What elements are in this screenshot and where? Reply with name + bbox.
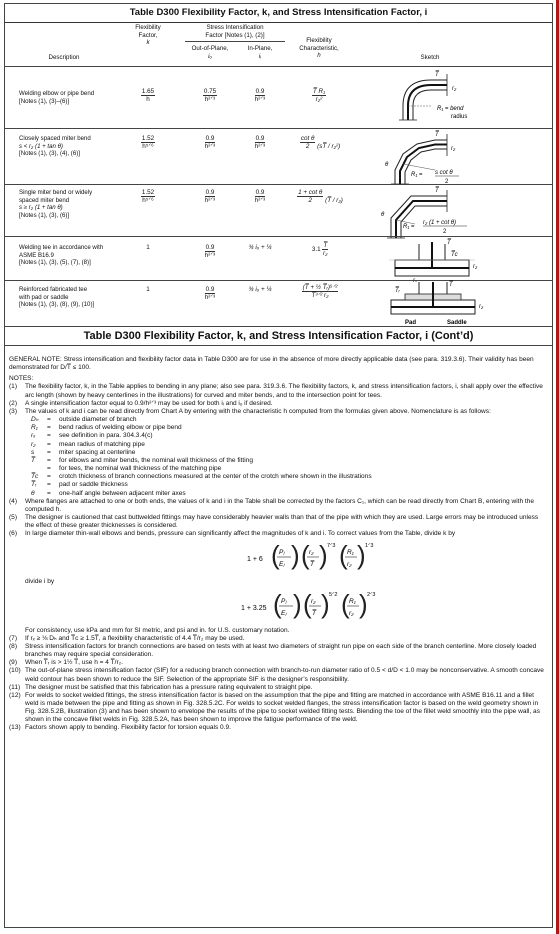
formula-sym: r₂ — [347, 561, 352, 569]
desc-line: Closely spaced miter bend — [19, 135, 91, 142]
welding-tee-sketch — [355, 238, 545, 282]
ii-value — [243, 88, 277, 103]
formula-exp: 2ᐟ3 — [367, 591, 376, 598]
general-note: GENERAL NOTE: Stress intensification and flexibility factor data in Table D300 are for use in the absence of more directly applicable data (see para. 319.3.6). Their validity has been demonstrated for D/T̅ ≤ 100. — [9, 356, 534, 372]
sketch-label: r₂ — [451, 146, 456, 152]
header-bottom-rule — [5, 66, 552, 67]
nomenclature-item: T̅ᵣ = pad or saddle thickness — [31, 481, 128, 489]
h-coef: 3.1 — [311, 246, 321, 254]
sketch-label: radius — [451, 114, 468, 120]
note-number: (3) — [9, 407, 18, 415]
note-number: (5) — [9, 513, 18, 521]
note-item — [9, 635, 549, 643]
nom-symbol: T̅ᵣ — [31, 481, 37, 489]
num: 1.52 — [141, 189, 155, 196]
den: h²ᐟ³ — [254, 197, 266, 204]
nomenclature-item: θ = one-half angle between adjacent miter axes — [31, 489, 186, 497]
formula-sym: R₁ — [349, 597, 356, 605]
den: T̅³ᐟ² r₂ — [311, 292, 329, 299]
h-value — [287, 284, 353, 299]
formula-sym: T̅ — [312, 609, 316, 617]
formula-k — [9, 538, 549, 578]
formula-exp: 1ᐟ3 — [365, 543, 374, 550]
num: 1.65 — [141, 88, 155, 95]
sketch-label: 2 — [443, 229, 447, 235]
header-text: Out-of-Plane, — [191, 45, 229, 52]
header-text: Flexibility — [306, 37, 332, 44]
header-flex-char — [287, 37, 351, 83]
note-text: For welds to socket welded fittings, the stress intensification factor is based on the assumption that the pipe and fitting are matched in accordance with ASME B16.11 and a fillet weld is made between the pipe and fitting as shown in Fig. 328.5.2C. For welds to socket welded flanges, the stress intensification factor is based on the weld geometry shown in Fig. 328.5.2B, illustration (3) and has been shown to envelope the results of the pipe to socket welded fitting tests. Blending the toe of the fillet weld smoothly into the pipe wall, as shown in the concave fillet welds in Fig. 328.5.2A, has been shown to improve the fatigue performance of the weld. — [25, 691, 540, 724]
den: r₂ — [323, 250, 328, 257]
formula-sym: r₂ — [349, 609, 354, 617]
nom-definition: pad or saddle thickness — [59, 481, 128, 489]
desc-line: spaced miter bend — [19, 196, 70, 204]
sketch-label: T̅ — [435, 72, 439, 78]
den: 2 — [308, 197, 312, 204]
note-item — [9, 408, 549, 416]
sketch-label: R₁ = — [411, 172, 423, 178]
nom-symbol: Dₕ — [31, 416, 39, 424]
den: r₂² — [315, 96, 323, 103]
header-text: Factor, — [138, 31, 158, 39]
desc-line: Single miter bend or widely — [19, 189, 93, 196]
ii-value — [243, 135, 277, 150]
note-item — [9, 530, 549, 538]
io-value — [193, 244, 227, 259]
nom-symbol: rₓ — [31, 432, 36, 440]
table-title-continued: Table D300 Flexibility Factor, k, and Stress Intensification Factor, i (Cont’d) — [83, 330, 474, 342]
formula-sym: Pⱼ — [281, 597, 287, 605]
note-number: (9) — [9, 659, 18, 667]
elbow-sketch — [355, 68, 545, 128]
den: h²ᐟ³ — [204, 96, 216, 103]
row-description — [19, 244, 103, 267]
formula-sym: Pⱼ — [279, 549, 285, 557]
nom-definition: one-half angle between adjacent miter axes — [59, 489, 186, 497]
sketch-label: R₁ = — [403, 224, 415, 230]
nomenclature-item: T̅c = crotch thickness of branch connections measured at the center of the crotch where shown in the illustrations — [31, 473, 372, 481]
h-value — [297, 242, 343, 257]
note-text: When T̅ᵣ is > 1½ T̅, use h = 4 T̅/r₂. — [25, 659, 123, 667]
note-number: (6) — [9, 530, 18, 538]
h-value — [289, 135, 351, 150]
sketch-label: s cot θ — [435, 170, 453, 176]
nom-definition: outside diameter of branch — [59, 416, 137, 424]
sketch-label: T̅ — [435, 132, 439, 138]
desc-line: [Notes (1), (3)–(6)] — [19, 97, 70, 105]
nomenclature-item: R₁ = bend radius of welding elbow or pipe bend — [31, 424, 182, 432]
nom-symbol: r₂ — [31, 440, 36, 448]
sketch-label: 2 — [445, 179, 449, 185]
header-text: iₒ — [208, 52, 212, 60]
formula-lead: 1 + 6 — [247, 556, 263, 564]
row-description — [19, 189, 92, 219]
k-value — [133, 189, 163, 204]
nomenclature-item: rₓ = see definition in para. 304.3.4(c) — [31, 432, 153, 440]
desc-line: Welding tee in accordance with — [19, 244, 104, 251]
formula-exp: 5ᐟ2 — [329, 591, 338, 598]
header-in-plane — [235, 45, 285, 91]
note-text: The values of k and i can be read directly from Chart A by entering with the characteristic h computed from the formulas given above. Nomenclature is as follows: — [25, 407, 491, 415]
nom-symbol: T̅c — [31, 473, 39, 481]
note-number: (1) — [9, 383, 18, 391]
den: h — [146, 96, 150, 103]
desc-line: ASME B16.9 — [19, 251, 54, 259]
num: T̅ — [323, 242, 328, 249]
sketch-label: θ — [381, 212, 385, 218]
note-text: Where flanges are attached to one or both ends, the values of k and i in the Table shall be corrected by the factors C₁, which can be read directly from Chart B, entering with the computed h. — [25, 497, 535, 513]
den: h²ᐟ³ — [254, 96, 266, 103]
num: 0.9 — [205, 135, 215, 142]
desc-line: s ≥ r₂ (1 + tan θ) — [19, 204, 63, 212]
note-item — [9, 667, 549, 683]
units-line: For consistency, use kPa and mm for SI metric, and psi and in. for U.S. customary notation. — [25, 626, 290, 634]
num: 1 — [146, 244, 150, 251]
note-item — [9, 684, 549, 692]
io-value — [193, 88, 227, 103]
note-text: A single intensification factor equal to 0.9/h²ᐟ³ may be used for both iᵢ and iₒ if desired. — [25, 399, 273, 407]
header-flex-factor — [123, 24, 173, 70]
sketch-label: Pad — [405, 320, 417, 326]
note-text: If rₓ ≥ ⅛ Dₕ and T̅c ≥ 1.5T̅, a flexibility characteristic of 4.4 T̅/r₂ may be used. — [25, 634, 245, 642]
table-frame — [4, 3, 553, 928]
sketch-label: r₂ — [479, 304, 484, 310]
num: 0.9 — [205, 189, 215, 196]
formula-sym: T̅ — [310, 561, 314, 569]
sketch-label: T̅c — [451, 252, 458, 258]
note-number: (7) — [9, 634, 18, 642]
note-number: (10) — [9, 667, 21, 675]
h-extra: (sT̅ / r₂²) — [317, 143, 341, 150]
header-text: k — [146, 39, 150, 47]
note-text: The flexibility factor, k, in the Table applies to bending in any plane; also see para. 319.3.6. The flexibility factors, k, and stress intensification factors, i, shall apply over the effective arc length (shown by heavy centerlines in the illustrations) for curved and miter bends, and to the intersection point for tees. — [25, 383, 543, 399]
k-value — [133, 88, 163, 103]
nom-definition: bend radius of welding elbow or pipe bend — [59, 424, 182, 432]
note-number: (12) — [9, 691, 21, 699]
num: 1 — [146, 286, 150, 293]
header-description: Description — [48, 54, 80, 61]
io-value — [193, 135, 227, 150]
desc-line: [Notes (1), (3), (4), (6)] — [19, 150, 80, 158]
nomenclature-item: T̅ = for elbows and miter bends, the nominal wall thickness of the fitting — [31, 456, 253, 464]
num: 0.9 — [255, 88, 265, 95]
formula-sym: Eⱼ — [281, 609, 287, 617]
k-value — [133, 244, 163, 251]
svg-text:(: ( — [303, 588, 312, 619]
divide-i-text: divide i by — [25, 578, 55, 586]
num: 0.9 — [205, 244, 215, 251]
num: 1.52 — [141, 135, 155, 142]
nomenclature-item: s = miter spacing at centerline — [31, 448, 136, 456]
formula-sym: R₁ — [347, 549, 354, 557]
desc-line: s < r₂ (1 + tan θ) — [19, 142, 63, 150]
nom-definition: crotch thickness of branch connections measured at the center of the crotch where shown in the illustrations — [59, 473, 372, 481]
nom-symbol: s — [31, 448, 35, 456]
closely-spaced-miter-sketch — [355, 130, 545, 188]
single-miter-sketch — [355, 184, 545, 240]
title-rule — [5, 345, 552, 346]
note-number: (8) — [9, 642, 18, 650]
svg-text:): ) — [293, 588, 302, 619]
notes-label: NOTES: — [9, 375, 34, 383]
header-rule — [185, 41, 285, 42]
svg-text:): ) — [319, 540, 328, 571]
row-rule — [5, 128, 552, 129]
k-value — [133, 286, 163, 293]
formula-sym: Eⱼ — [279, 561, 285, 569]
den: h²ᐟ³ — [254, 143, 266, 150]
header-sketch: Sketch — [420, 54, 440, 61]
desc-line: [Notes (1), (3), (8), (9), (10)] — [19, 301, 95, 309]
note-item — [9, 498, 549, 514]
num: cot θ — [300, 135, 315, 142]
header-text: h — [317, 52, 321, 60]
formula-exp: 7ᐟ3 — [327, 543, 336, 550]
den: h⁵ᐟ⁶ — [142, 197, 154, 204]
nom-definition: for elbows and miter bends, the nominal wall thickness of the fitting — [59, 456, 253, 464]
sketch-label: T̅ᵣ — [395, 288, 400, 294]
note-text: The designer must be satisfied that this fabrication has a pressure rating equivalent to straight pipe. — [25, 683, 313, 691]
nom-definition: miter spacing at centerline — [59, 448, 136, 456]
header-text: Stress Intensification — [206, 24, 264, 31]
nom-definition: for tees, the nominal wall thickness of the matching pipe — [59, 465, 222, 473]
sketch-label: Saddle — [447, 320, 467, 326]
den: h²ᐟ³ — [204, 197, 216, 204]
nom-symbol — [31, 465, 47, 473]
h-extra: (T̅ / r₂) — [325, 197, 343, 204]
formula-lead: 1 + 3.25 — [241, 604, 267, 612]
den: 2 — [305, 143, 310, 150]
note-text: The out-of-plane stress intensification factor (SIF) for a reducing branch connection with branch-to-run diameter ratio of 0.5 < d/D < 1.0 may be nonconservative. A smooth concave weld contour has been shown to reduce the SIF. Selection of the appropriate SIF is the designer’s responsibility. — [25, 667, 544, 683]
svg-text:(: ( — [341, 588, 350, 619]
ii-value — [243, 189, 277, 204]
row-description — [19, 135, 91, 158]
k-value — [133, 135, 163, 150]
note-number: (13) — [9, 724, 21, 732]
desc-line: [Notes (1), (3), (6)] — [19, 211, 70, 219]
row-rule — [5, 236, 552, 237]
desc-line: Welding elbow or pipe bend — [19, 90, 95, 97]
note-text: In large diameter thin-wall elbows and bends, pressure can significantly affect the magnitudes of k and i. To correct values from the Table, divide k by — [25, 530, 456, 538]
svg-text:): ) — [321, 588, 330, 619]
header-out-of-plane — [183, 45, 237, 91]
nomenclature-item: = for tees, the nominal wall thickness of the matching pipe — [31, 465, 549, 473]
note-text: Factors shown apply to bending. Flexibility factor for torsion equals 0.9. — [25, 724, 231, 732]
nom-definition: mean radius of matching pipe — [59, 440, 145, 448]
header-text: Characteristic, — [299, 44, 339, 52]
svg-text:(: ( — [271, 540, 280, 571]
num: T̅ R₁ — [312, 88, 326, 95]
num: 1 + cot θ — [298, 189, 323, 196]
nom-definition: see definition in para. 304.3.4(c) — [59, 432, 153, 440]
nom-symbol: θ — [31, 489, 35, 497]
note-item — [9, 692, 549, 725]
sketch-label: rₓ — [413, 278, 418, 282]
note-number: (11) — [9, 683, 21, 691]
sketch-label: T̅ — [447, 240, 451, 246]
den: h²ᐟ³ — [204, 294, 216, 301]
reinforced-tee-sketch — [355, 280, 545, 328]
sketch-label: r₂ — [452, 86, 457, 92]
nom-symbol: T̅ — [31, 456, 35, 464]
io-value — [193, 286, 227, 301]
h-value — [295, 88, 343, 103]
svg-text:(: ( — [273, 588, 282, 619]
nomenclature-item: Dₕ = outside diameter of branch — [31, 416, 137, 424]
sketch-label: R₁ = bend — [437, 106, 464, 112]
sketch-label: T̅ — [435, 188, 439, 194]
note-number: (2) — [9, 399, 18, 407]
header-text: iᵢ — [258, 52, 262, 60]
nom-symbol: R₁ — [31, 424, 38, 432]
svg-text:(: ( — [301, 540, 310, 571]
header-text: Flexibility — [135, 24, 161, 31]
note-number: (4) — [9, 497, 18, 505]
row-description — [19, 90, 94, 105]
sketch-label: θ — [385, 162, 389, 168]
io-value — [193, 189, 227, 204]
den: h²ᐟ³ — [204, 252, 216, 259]
sketch-label: T̅ — [449, 282, 453, 288]
formula-sym: r₂ — [311, 597, 316, 605]
num: 0.9 — [205, 286, 215, 293]
num: 0.9 — [255, 135, 265, 142]
row-rule — [5, 326, 552, 327]
den: h⁵ᐟ⁶ — [142, 143, 154, 150]
ii-value: ¾ iₒ + ¼ — [248, 286, 272, 293]
desc-line: Reinforced fabricated tee — [19, 286, 88, 293]
num: 0.75 — [203, 88, 217, 95]
nomenclature-item: r₂ = mean radius of matching pipe — [31, 440, 145, 448]
note-item — [9, 724, 549, 732]
num: 0.9 — [255, 189, 265, 196]
den: h²ᐟ³ — [204, 143, 216, 150]
note-item — [9, 383, 549, 399]
header-text: In-Plane, — [247, 45, 273, 52]
desc-line: with pad or saddle — [19, 293, 69, 301]
h-value — [287, 189, 353, 204]
sketch-label: r₂ — [473, 264, 478, 270]
note-text: Stress intensification factors for branch connections are based on tests with at least two diameters of straight run pipe on each side of the branch centerline. More closely loaded branches may require special consideration. — [25, 642, 537, 659]
sketch-label: r₂ (1 + cot θ) — [423, 220, 457, 226]
num: (T̅ + ½ T̅ᵣ)⁵ᐟ² — [302, 284, 338, 291]
note-item — [9, 400, 549, 408]
desc-line: [Notes (1), (3), (5), (7), (8)] — [19, 259, 91, 267]
note-text: The designer is cautioned that cast buttwelded fittings may have considerably heavier walls than that of the pipe with which they are used. Large errors may be introduced unless the effect of these greater thicknesses is considered. — [25, 513, 539, 530]
svg-text:(: ( — [339, 540, 348, 571]
svg-text:): ) — [291, 540, 300, 571]
svg-text:): ) — [357, 540, 366, 571]
ii-value: ¾ iₒ + ¼ — [248, 244, 272, 251]
header-text: Factor [Notes (1), (2)] — [205, 31, 265, 39]
formula-i — [9, 587, 549, 627]
notes-body — [9, 356, 549, 733]
note-item — [9, 643, 549, 659]
note-item — [9, 659, 549, 667]
table-title: Table D300 Flexibility Factor, k, and Stress Intensification Factor, i — [5, 4, 552, 23]
row-description — [19, 286, 94, 309]
svg-text:): ) — [359, 588, 368, 619]
note-item — [9, 514, 549, 530]
formula-sym: r₂ — [309, 549, 314, 557]
